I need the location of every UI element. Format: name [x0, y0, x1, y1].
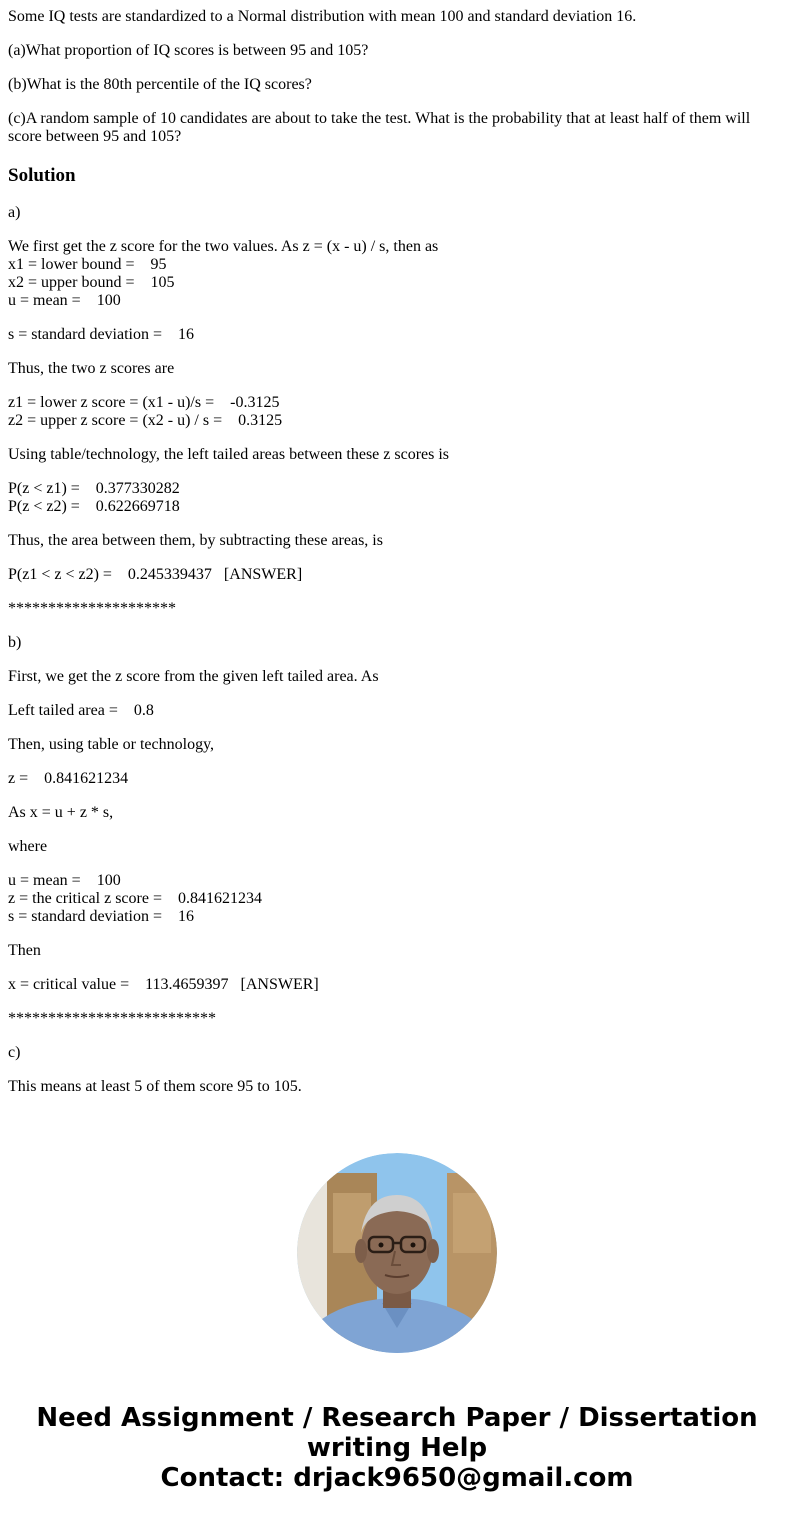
- solution-a-mean: u = mean = 100: [8, 292, 121, 309]
- solution-b-label: b): [8, 634, 22, 651]
- solution-b-area: Left tailed area = 0.8: [8, 702, 154, 719]
- separator-stars: *********************: [8, 600, 176, 617]
- solution-b-then: Then: [8, 942, 41, 959]
- solution-a-x2: x2 = upper bound = 105: [8, 274, 175, 291]
- solution-b-critical-z: z = the critical z score = 0.841621234: [8, 890, 262, 907]
- question-intro: Some IQ tests are standardized to a Normal distribution with mean 100 and standard deviation 16.: [8, 8, 637, 25]
- solution-a-line: We first get the z score for the two values. As z = (x - u) / s, then as: [8, 238, 439, 255]
- solution-a-z2: z2 = upper z score = (x2 - u) / s = 0.3125: [8, 412, 283, 429]
- solution-a-using: Using table/technology, the left tailed areas between these z scores is: [8, 446, 450, 463]
- solution-a-x1: x1 = lower bound = 95: [8, 256, 167, 273]
- solution-a-answer: P(z1 < z < z2) = 0.245339437 [ANSWER]: [8, 566, 303, 583]
- solution-a-thus2: Thus, the area between them, by subtracting these areas, is: [8, 532, 383, 549]
- promo-line: writing Help: [306, 1433, 488, 1463]
- solution-c-line: This means at least 5 of them score 95 to 105.: [8, 1078, 302, 1095]
- solution-heading: Solution: [8, 165, 76, 186]
- solution-b-first: First, we get the z score from the given left tailed area. As: [8, 668, 379, 685]
- promo-footer: [0, 1403, 794, 1493]
- solution-b-sd: s = standard deviation = 16: [8, 908, 195, 925]
- question-part-b: (b)What is the 80th percentile of the IQ scores?: [8, 76, 312, 93]
- solution-b-then-using: Then, using table or technology,: [8, 736, 215, 753]
- solution-b-where: where: [8, 838, 48, 855]
- question-part-c: (c)A random sample of 10 candidates are about to take the test. What is the probability that at least half of them will score between 95 and 105?: [8, 110, 755, 145]
- solution-a-label: a): [8, 204, 21, 221]
- solution-b-z: z = 0.841621234: [8, 770, 129, 787]
- author-portrait-image: [297, 1153, 497, 1353]
- solution-a-p2: P(z < z2) = 0.622669718: [8, 498, 180, 515]
- document-content: [8, 0, 778, 1096]
- solution-b-as: As x = u + z * s,: [8, 804, 114, 821]
- solution-a-p1: P(z < z1) = 0.377330282: [8, 480, 180, 497]
- solution-c-label: c): [8, 1044, 21, 1061]
- promo-line: Need Assignment / Research Paper / Dissertation: [36, 1403, 758, 1433]
- author-avatar: [297, 1153, 497, 1353]
- solution-b-answer: x = critical value = 113.4659397 [ANSWER]: [8, 976, 319, 993]
- solution-a-sd: s = standard deviation = 16: [8, 326, 195, 343]
- question-part-a: (a)What proportion of IQ scores is between 95 and 105?: [8, 42, 369, 59]
- solution-a-thus: Thus, the two z scores are: [8, 360, 175, 377]
- contact-email: Contact: drjack9650@gmail.com: [160, 1463, 634, 1493]
- solution-a-z1: z1 = lower z score = (x1 - u)/s = -0.3125: [8, 394, 280, 411]
- solution-b-mean: u = mean = 100: [8, 872, 121, 889]
- separator-stars: **************************: [8, 1010, 216, 1027]
